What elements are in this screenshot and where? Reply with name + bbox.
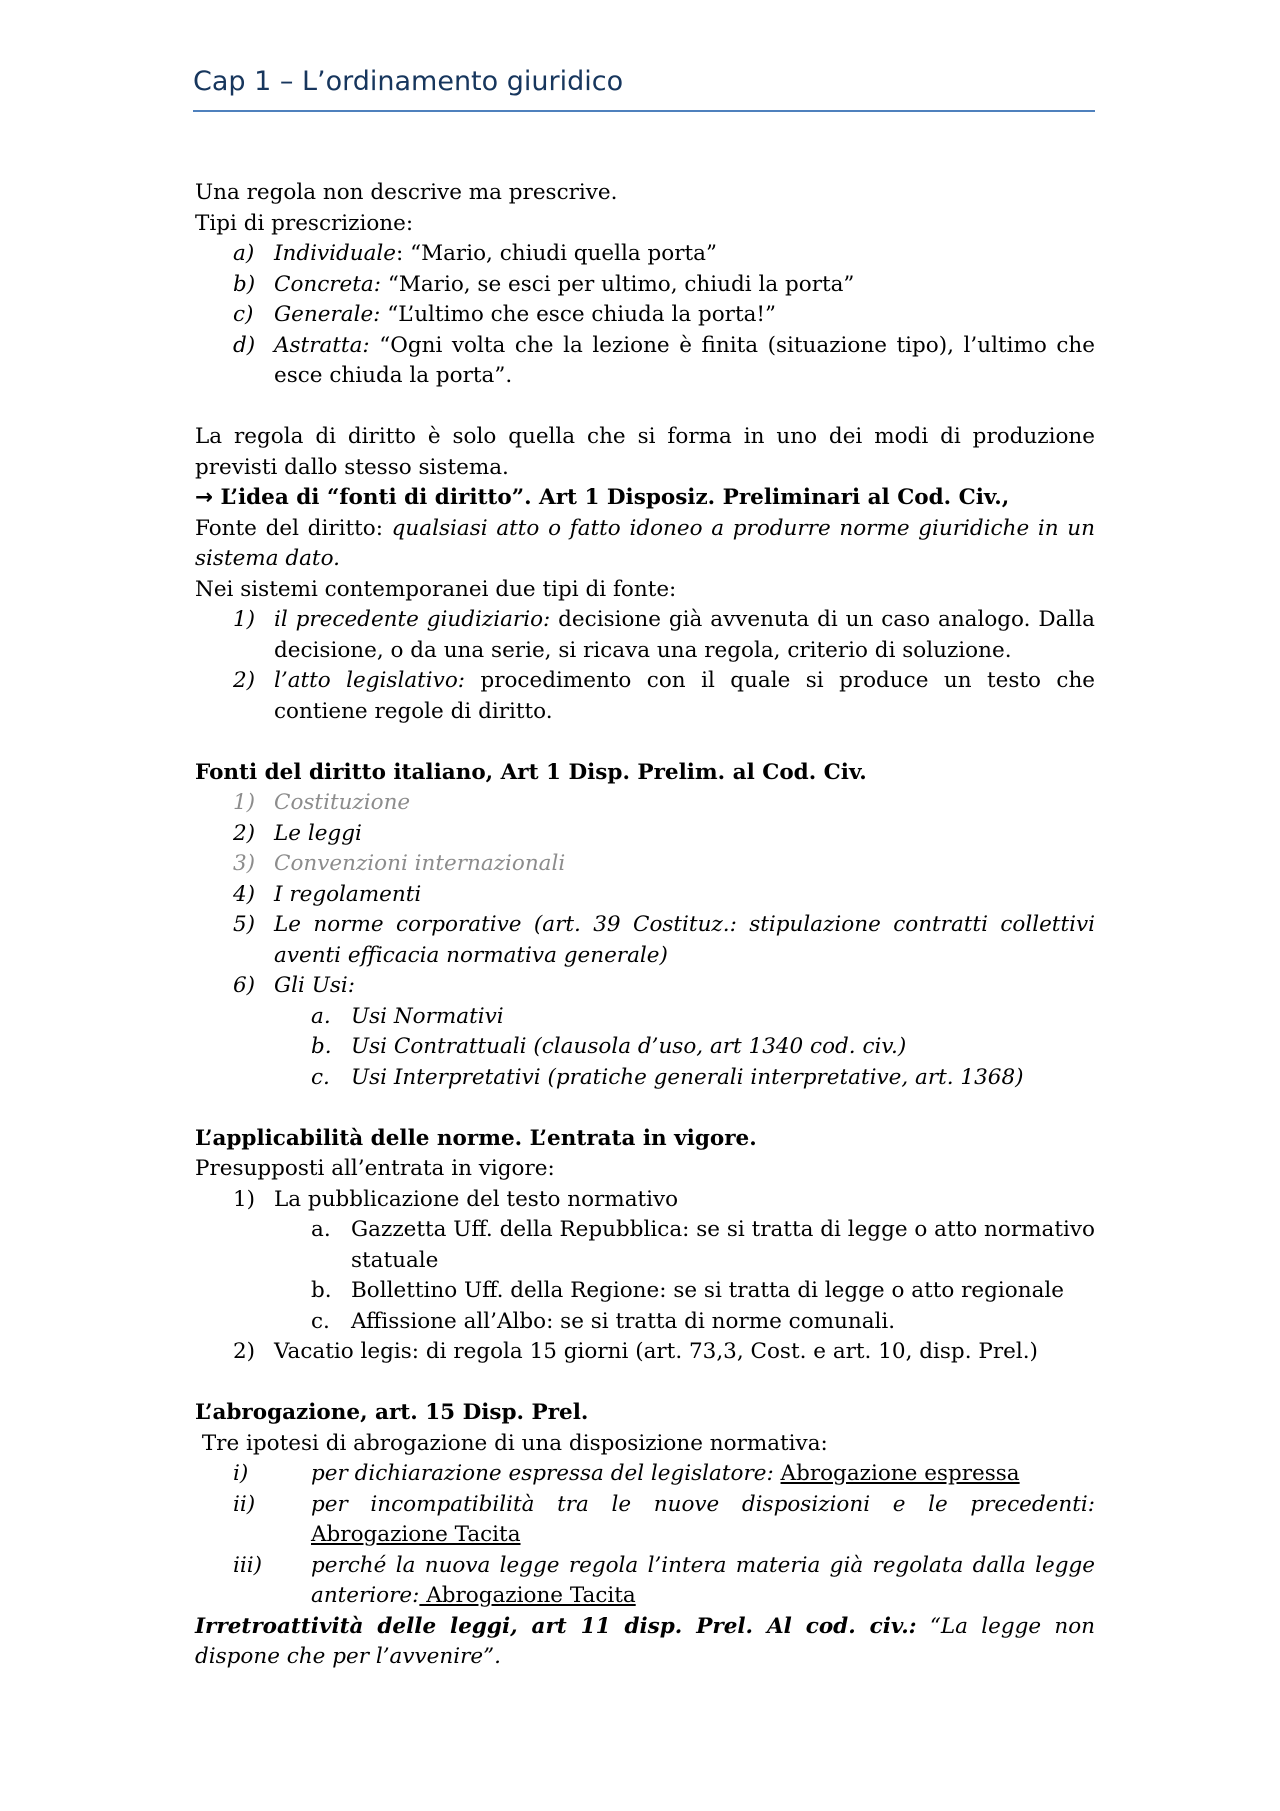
intro-line-2: Tipi di prescrizione: [195,210,414,236]
item-text: “Mario, se esci per ultimo, chiudi la porta” [387,271,855,297]
page-title: Cap 1 – L’ordinamento giuridico [193,66,624,97]
item-text: “Mario, chiudi quella porta” [410,241,717,266]
list-item [195,819,1095,850]
term: l’atto legislativo: [274,668,466,693]
item-text: “Ogni volta che la lezione è finita (situazione tipo), l’ultimo che esce chiuda la porta”. [274,332,1095,388]
list-item [195,910,1095,971]
list-marker: d) [233,332,256,358]
item-text: per incompatibilità tra le nuove disposizioni e le precedenti: [311,1491,1095,1517]
list-item [195,666,1095,727]
item-text: per dichiarazione espressa del legislatore: [311,1461,781,1486]
item-text: Le leggi [274,820,362,846]
separator: : [396,241,411,266]
list-item [195,788,1095,819]
list-marker: a. [311,1003,331,1029]
abrogation-type: Abrogazione Tacita [311,1522,521,1547]
item-text: Usi Normativi [351,1003,504,1029]
sub-list-item [195,1215,1095,1276]
sub-list-item [195,1063,1095,1094]
list-marker: a. [311,1217,331,1242]
sub-list-item [195,1032,1095,1063]
section-heading: L’applicabilità delle norme. L’entrata in vigore. [195,1125,757,1151]
item-text: Gli Usi: [274,973,356,998]
section-heading [195,483,1095,514]
list-item [195,1490,1095,1551]
item-text: procedimento con il quale si produce un testo che contiene regole di diritto. [274,668,1096,724]
item-text: Bollettino Uff. della Regione: se si tratta di legge o atto regionale [351,1278,1064,1303]
list-marker: i) [233,1461,249,1486]
list-marker: ii) [233,1491,256,1517]
list-marker: 1) [233,1186,256,1212]
term: Concreta: [274,271,381,297]
list-marker: 1) [233,607,256,632]
list-marker: 3) [233,851,256,876]
list-item [195,1337,1095,1368]
list-marker: a) [233,241,255,266]
list-item [195,1551,1095,1612]
item-text: Convenzioni internazionali [274,851,566,876]
list-item [195,300,1095,331]
item-text: Costituzione [274,790,411,815]
item-text: perché la nuova legge regola l’intera materia già regolata dalla legge anteriore: [311,1552,1095,1608]
sub-list-item [195,1307,1095,1338]
term: Generale: [274,302,381,327]
list-marker: 2) [233,1339,256,1364]
item-text: Affissione all’Albo: se si tratta di norme comunali. [351,1308,896,1334]
list-item [195,880,1095,911]
list-marker: c) [233,302,254,327]
irretro-heading: Irretroattività delle leggi, art 11 disp. Prel. Al cod. civ.: [195,1613,917,1639]
list-item [195,270,1095,301]
abrogation-type: Abrogazione Tacita [419,1583,636,1608]
irretro-quote: “La legge non dispone che per l’avvenire”. [195,1613,1096,1669]
item-text: La pubblicazione del testo normativo [274,1186,679,1212]
list-item [195,331,1095,392]
sub-list-item [195,1002,1095,1033]
list-marker: b) [233,271,256,297]
list-marker: b. [311,1278,332,1303]
list-item [195,1459,1095,1490]
item-text: Usi Interpretativi (pratiche generali interpretative, art. 1368) [351,1064,1024,1090]
list-item [195,849,1095,880]
heading-text: L’idea di “fonti di diritto”. Art 1 Disposiz. Preliminari al Cod. Civ., [220,485,1010,510]
list-label: Tre ipotesi di abrogazione di una disposizione normativa: [195,1430,828,1456]
item-text: Gazzetta Uff. della Repubblica: se si tratta di legge o atto normativo statuale [351,1217,1095,1273]
list-item [195,605,1095,666]
separator [370,333,380,358]
list-label: Presupposti all’entrata in vigore: [195,1156,555,1181]
list-marker: c. [311,1064,330,1090]
list-marker: b. [311,1034,332,1059]
header-rule [193,110,1095,112]
list-marker: 2) [233,668,256,693]
item-text: decisione già avvenuta di un caso analogo. Dalla decisione, o da una serie, si ricava una regola, criterio di soluzione. [274,607,1095,663]
paragraph: La regola di diritto è solo quella che si forma in uno dei modi di produzione previsti dallo stesso sistema. [195,424,1095,480]
intro-line-1: Una regola non descrive ma prescrive. [195,180,618,205]
separator [381,272,388,297]
list-marker: 1) [233,790,256,815]
types-label: Nei sistemi contemporanei due tipi di fonte: [195,576,677,602]
term: il precedente giudiziario: [274,607,551,632]
list-marker: iii) [233,1552,263,1578]
list-item [195,239,1095,270]
item-text: “L’ultimo che esce chiuda la porta!” [387,302,777,327]
list-marker: c. [311,1308,330,1334]
list-marker: 2) [233,820,256,846]
item-text: Usi Contrattuali (clausola d’uso, art 1340 cod. civ.) [351,1034,907,1059]
term: Astratta: [274,332,370,358]
definition-label: Fonte del diritto: [195,515,392,541]
list-marker: 4) [233,881,256,907]
term: Individuale [274,241,397,266]
list-item [195,971,1095,1002]
list-marker: 5) [233,912,256,937]
document-body [195,178,1095,1673]
definition [195,514,1095,575]
irretroattivita [195,1612,1095,1673]
section-heading: Fonti del diritto italiano, Art 1 Disp. Prelim. al Cod. Civ. [195,759,867,785]
arrow-right-icon: → [195,485,214,510]
sub-list-item [195,1276,1095,1307]
list-item [195,1185,1095,1216]
item-text: Vacatio legis: di regola 15 giorni (art. 73,3, Cost. e art. 10, disp. Prel.) [274,1339,1038,1364]
list-marker: 6) [233,973,256,998]
definition-text: qualsiasi atto o fatto idoneo a produrre norme giuridiche in un sistema dato. [195,515,1096,571]
item-text: I regolamenti [274,881,422,907]
abrogation-type: Abrogazione espressa [780,1461,1020,1486]
section-heading: L’abrogazione, art. 15 Disp. Prel. [195,1400,589,1425]
item-text: Le norme corporative (art. 39 Costituz.: stipulazione contratti collettivi aventi efficacia normativa generale) [274,912,1095,968]
